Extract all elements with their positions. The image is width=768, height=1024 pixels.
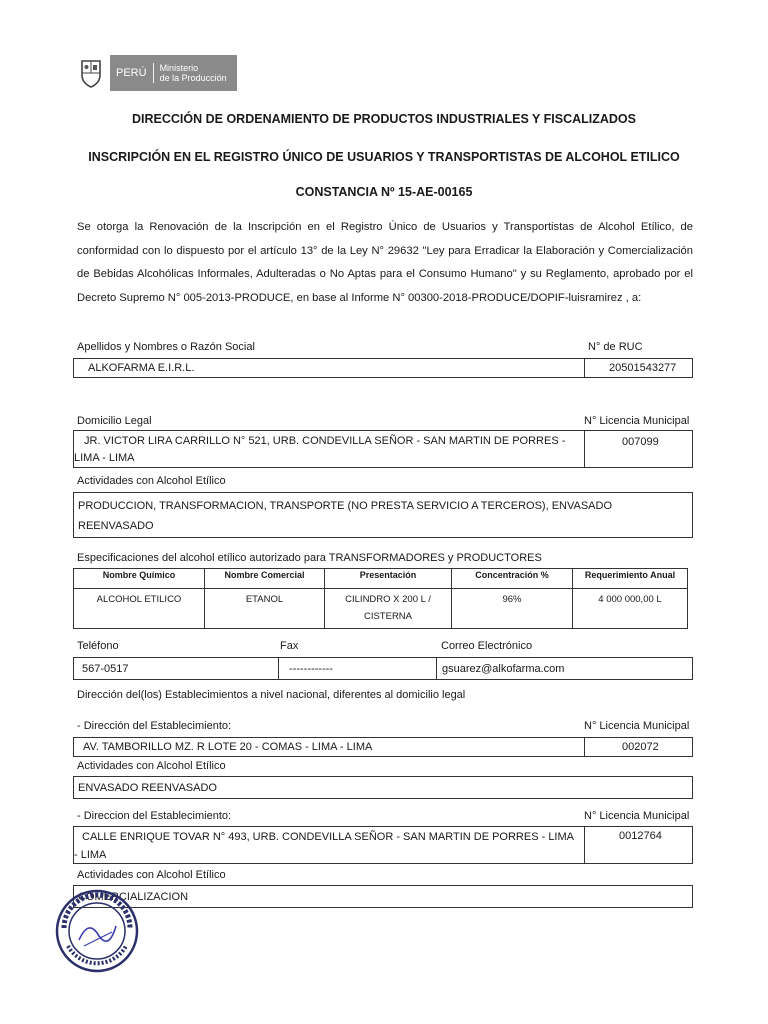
- fax-label: Fax: [280, 640, 299, 652]
- domicilio-licencia-label: N° Licencia Municipal: [584, 415, 690, 427]
- logo-ministry: Ministerio de la Producción: [159, 63, 227, 83]
- est1-licencia: 002072: [622, 741, 659, 753]
- col-requerimiento: Requerimiento Anual: [573, 569, 688, 589]
- est1-act-label: Actividades con Alcohol Etílico: [77, 760, 226, 772]
- est2-dir-label: - Direccion del Establecimiento:: [77, 810, 232, 822]
- col-concentracion: Concentración %: [452, 569, 573, 589]
- ruc-value: 20501543277: [609, 362, 677, 374]
- col-nombre-quimico: Nombre Químico: [74, 569, 205, 589]
- actividades-label: Actividades con Alcohol Etílico: [77, 475, 226, 487]
- heading-constancia: CONSTANCIA Nº 15-AE-00165: [295, 185, 473, 199]
- est1-actividades: ENVASADO REENVASADO: [73, 776, 693, 799]
- correo-label: Correo Electrónico: [441, 640, 533, 652]
- actividades-box: PRODUCCION, TRANSFORMACION, TRANSPORTE (NO PRESTA SERVICIO A TERCEROS), ENVASADO REENVASADO: [73, 492, 693, 538]
- est2-licencia: 0012764: [619, 830, 662, 842]
- est1-dir-label: - Dirección del Establecimiento:: [77, 720, 232, 732]
- col-nombre-comercial: Nombre Comercial: [205, 569, 325, 589]
- official-stamp-icon: [54, 888, 140, 974]
- est1-address-box: [73, 737, 693, 757]
- heading-direccion: DIRECCIÓN DE ORDENAMIENTO DE PRODUCTOS INDUSTRIALES Y FISCALIZADOS: [132, 112, 636, 126]
- telefono-value: 567-0517: [82, 663, 129, 675]
- correo-value: gsuarez@alkofarma.com: [442, 663, 565, 675]
- name-ruc-box: [73, 358, 693, 378]
- logo-country: PERÚ: [110, 63, 154, 83]
- domicilio-label: Domicilio Legal: [77, 415, 152, 427]
- company-name: ALKOFARMA E.I.R.L.: [88, 362, 195, 374]
- domicilio-box: [73, 430, 693, 468]
- cell-requerimiento: 4 000 000,00 L: [573, 589, 688, 629]
- est2-address-box: [73, 826, 693, 864]
- est1-address: AV. TAMBORILLO MZ. R LOTE 20 - COMAS - LIMA - LIMA: [83, 741, 373, 753]
- domicilio-licencia: 007099: [622, 436, 659, 448]
- cell-nombre-comercial: ETANOL: [205, 589, 325, 629]
- name-label: Apellidos y Nombres o Razón Social: [77, 341, 255, 353]
- cell-presentacion: CILINDRO X 200 L / CISTERNA: [325, 589, 452, 629]
- establecimientos-label: Dirección del(los) Establecimientos a nivel nacional, diferentes al domicilio legal: [77, 689, 466, 701]
- coat-of-arms-icon: [78, 57, 104, 89]
- ruc-label: N° de RUC: [588, 341, 643, 353]
- table-row: [74, 589, 688, 629]
- heading-inscripcion: INSCRIPCIÓN EN EL REGISTRO ÚNICO DE USUARIOS Y TRANSPORTISTAS DE ALCOHOL ETILICO: [88, 150, 680, 164]
- logo-badge: [110, 55, 237, 91]
- telefono-label: Teléfono: [77, 640, 119, 652]
- fax-value: ------------: [289, 663, 333, 675]
- cell-nombre-quimico: ALCOHOL ETILICO: [74, 589, 205, 629]
- especificaciones-label: Especificaciones del alcohol etílico autorizado para TRANSFORMADORES y PRODUCTORES: [77, 552, 542, 564]
- est2-address: CALLE ENRIQUE TOVAR N° 493, URB. CONDEVILLA SEÑOR - SAN MARTIN DE PORRES - LIMA - LIMA: [74, 831, 574, 861]
- contacto-box: [73, 657, 693, 680]
- cell-concentracion: 96%: [452, 589, 573, 629]
- col-presentacion: Presentación: [325, 569, 452, 589]
- domicilio-address: JR. VICTOR LIRA CARRILLO N° 521, URB. CONDEVILLA SEÑOR - SAN MARTIN DE PORRES - LIMA - LIMA: [74, 435, 566, 464]
- est2-licencia-label: N° Licencia Municipal: [584, 810, 690, 822]
- ministry-logo: [78, 55, 237, 91]
- est2-actividades: COMERCIALIZACION: [73, 885, 693, 908]
- est2-act-label: Actividades con Alcohol Etílico: [77, 869, 226, 881]
- est1-licencia-label: N° Licencia Municipal: [584, 720, 690, 732]
- table-header-row: [74, 569, 688, 589]
- especificaciones-table: [73, 568, 688, 629]
- intro-paragraph: Se otorga la Renovación de la Inscripción en el Registro Único de Usuarios y Transportistas de Alcohol Etílico, de conformidad con lo dispuesto por el artículo 13° de la Ley N° 29632 "Ley para Erradicar la Elaboración y Comercialización de Bebidas Alcohólicas Informales, Adulteradas o No Aptas para el Consumo Humano" y su Reglamento, aprobado por el Decreto Supremo N° 005-2013-PRODUCE, en base al Informe N° 00300-2018-PRODUCE/DOPIF-luisramirez , a:: [77, 221, 693, 304]
